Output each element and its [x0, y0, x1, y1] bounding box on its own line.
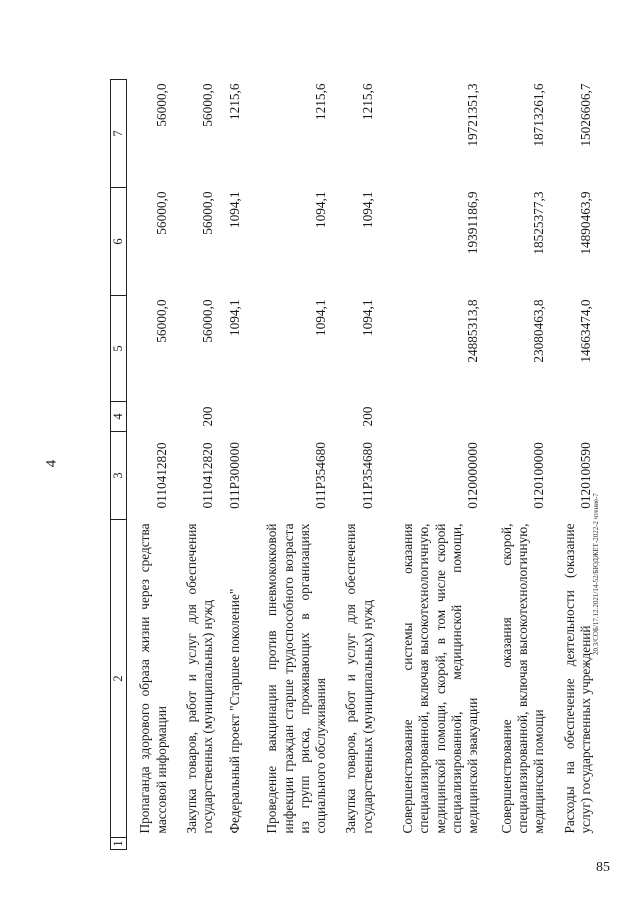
- row-value-7: 56000,0: [153, 83, 169, 127]
- row-value-6: 18525377,3: [531, 191, 547, 255]
- table-row: [551, 80, 598, 850]
- budget-table: [110, 79, 598, 850]
- row-name: Закупка товаров, работ и услуг для обеспечения государственных (муниципальных) нужд: [184, 523, 216, 834]
- row-value-5: 24885313,8: [464, 299, 480, 363]
- row-value-6: 1094,1: [359, 191, 375, 229]
- row-code: 0110412820: [153, 442, 169, 509]
- row-type: [247, 402, 333, 432]
- row-value-5: 56000,0: [153, 299, 169, 343]
- header-cell-5: 5: [111, 296, 127, 402]
- row-value-6: 56000,0: [200, 191, 216, 235]
- table-row: [247, 80, 333, 850]
- row-code: 0120100590: [577, 442, 593, 509]
- row-code: 011Р354680: [312, 442, 328, 509]
- row-type: 200: [200, 406, 216, 427]
- table-row: [333, 80, 380, 850]
- row-name: Закупка товаров, работ и услуг для обеспечения государственных (муниципальных) нужд: [343, 523, 375, 834]
- page-number-top: 4: [43, 459, 60, 468]
- row-value-6: 19391186,9: [464, 191, 480, 255]
- row-type: [380, 402, 485, 432]
- row-value-5: 14663474,0: [577, 299, 593, 363]
- table-row: [174, 80, 221, 850]
- header-cell-1: 1: [111, 838, 127, 850]
- row-name: Совершенствование системы оказания специализированной, включая высокотехнологичную, медицинской помощи, скорой, в том числе скорой специализированной, медицинской помощи, медицинской эвакуации: [400, 523, 480, 834]
- table-row: [485, 80, 551, 850]
- row-type: [127, 402, 174, 432]
- header-cell-6: 6: [111, 188, 127, 296]
- row-code: 0110412820: [200, 442, 216, 509]
- budget-table-rotated: [110, 80, 598, 850]
- row-value-6: 14890463,9: [577, 191, 593, 255]
- row-value-7: 18713261,6: [531, 83, 547, 147]
- row-value-6: 1094,1: [312, 191, 328, 229]
- row-name: Федеральный проект "Старшее поколение": [227, 588, 243, 834]
- row-value-7: 1215,6: [359, 83, 375, 121]
- row-value-5: 56000,0: [200, 299, 216, 343]
- row-name: Проведение вакцинации против пневмококковой инфекции граждан старше трудоспособного возраста из групп риска, проживающих в организациях социального обслуживания: [264, 523, 328, 834]
- row-value-7: 1215,6: [227, 83, 243, 121]
- row-code: 0120100000: [531, 442, 547, 509]
- row-value-5: 1094,1: [227, 299, 243, 337]
- row-value-7: 1215,6: [312, 83, 328, 121]
- row-value-7: 15026606,7: [577, 83, 593, 147]
- table-row: [220, 80, 247, 850]
- row-type: [485, 402, 551, 432]
- row-type: 200: [359, 406, 375, 427]
- row-type: [220, 402, 247, 432]
- row-name: Совершенствование оказания скорой, специализированной, включая высокотехнологичную, медицинской помощи: [498, 523, 547, 834]
- row-value-5: 23080463,8: [531, 299, 547, 363]
- row-value-6: 1094,1: [227, 191, 243, 229]
- row-value-5: 1094,1: [312, 299, 328, 337]
- table-row: [127, 80, 174, 850]
- row-type: [551, 402, 598, 432]
- page-number-bottom: 85: [596, 860, 610, 875]
- row-name: Пропаганда здорового образа жизни через средства массовой информации: [137, 523, 169, 834]
- header-cell-7: 7: [111, 80, 127, 188]
- document-stamp: 20.3/СОБ/17.12.2021/14-52/БЮДЖЕТ-2022-2 чтение-7: [592, 493, 600, 655]
- row-value-5: 1094,1: [359, 299, 375, 337]
- row-code: 011Р300000: [227, 442, 243, 509]
- row-code: 011Р354680: [359, 442, 375, 509]
- row-name: Расходы на обеспечение деятельности (оказание услуг) государственных учреждений: [561, 523, 593, 834]
- header-cell-2: 2: [111, 520, 127, 838]
- row-value-7: 19721351,3: [464, 83, 480, 147]
- row-value-6: 56000,0: [153, 191, 169, 235]
- header-cell-3: 3: [111, 432, 127, 520]
- row-value-7: 56000,0: [200, 83, 216, 127]
- row-code: 0120000000: [464, 442, 480, 509]
- table-header-row: [111, 80, 127, 850]
- header-cell-4: 4: [111, 402, 127, 432]
- table-row: [380, 80, 485, 850]
